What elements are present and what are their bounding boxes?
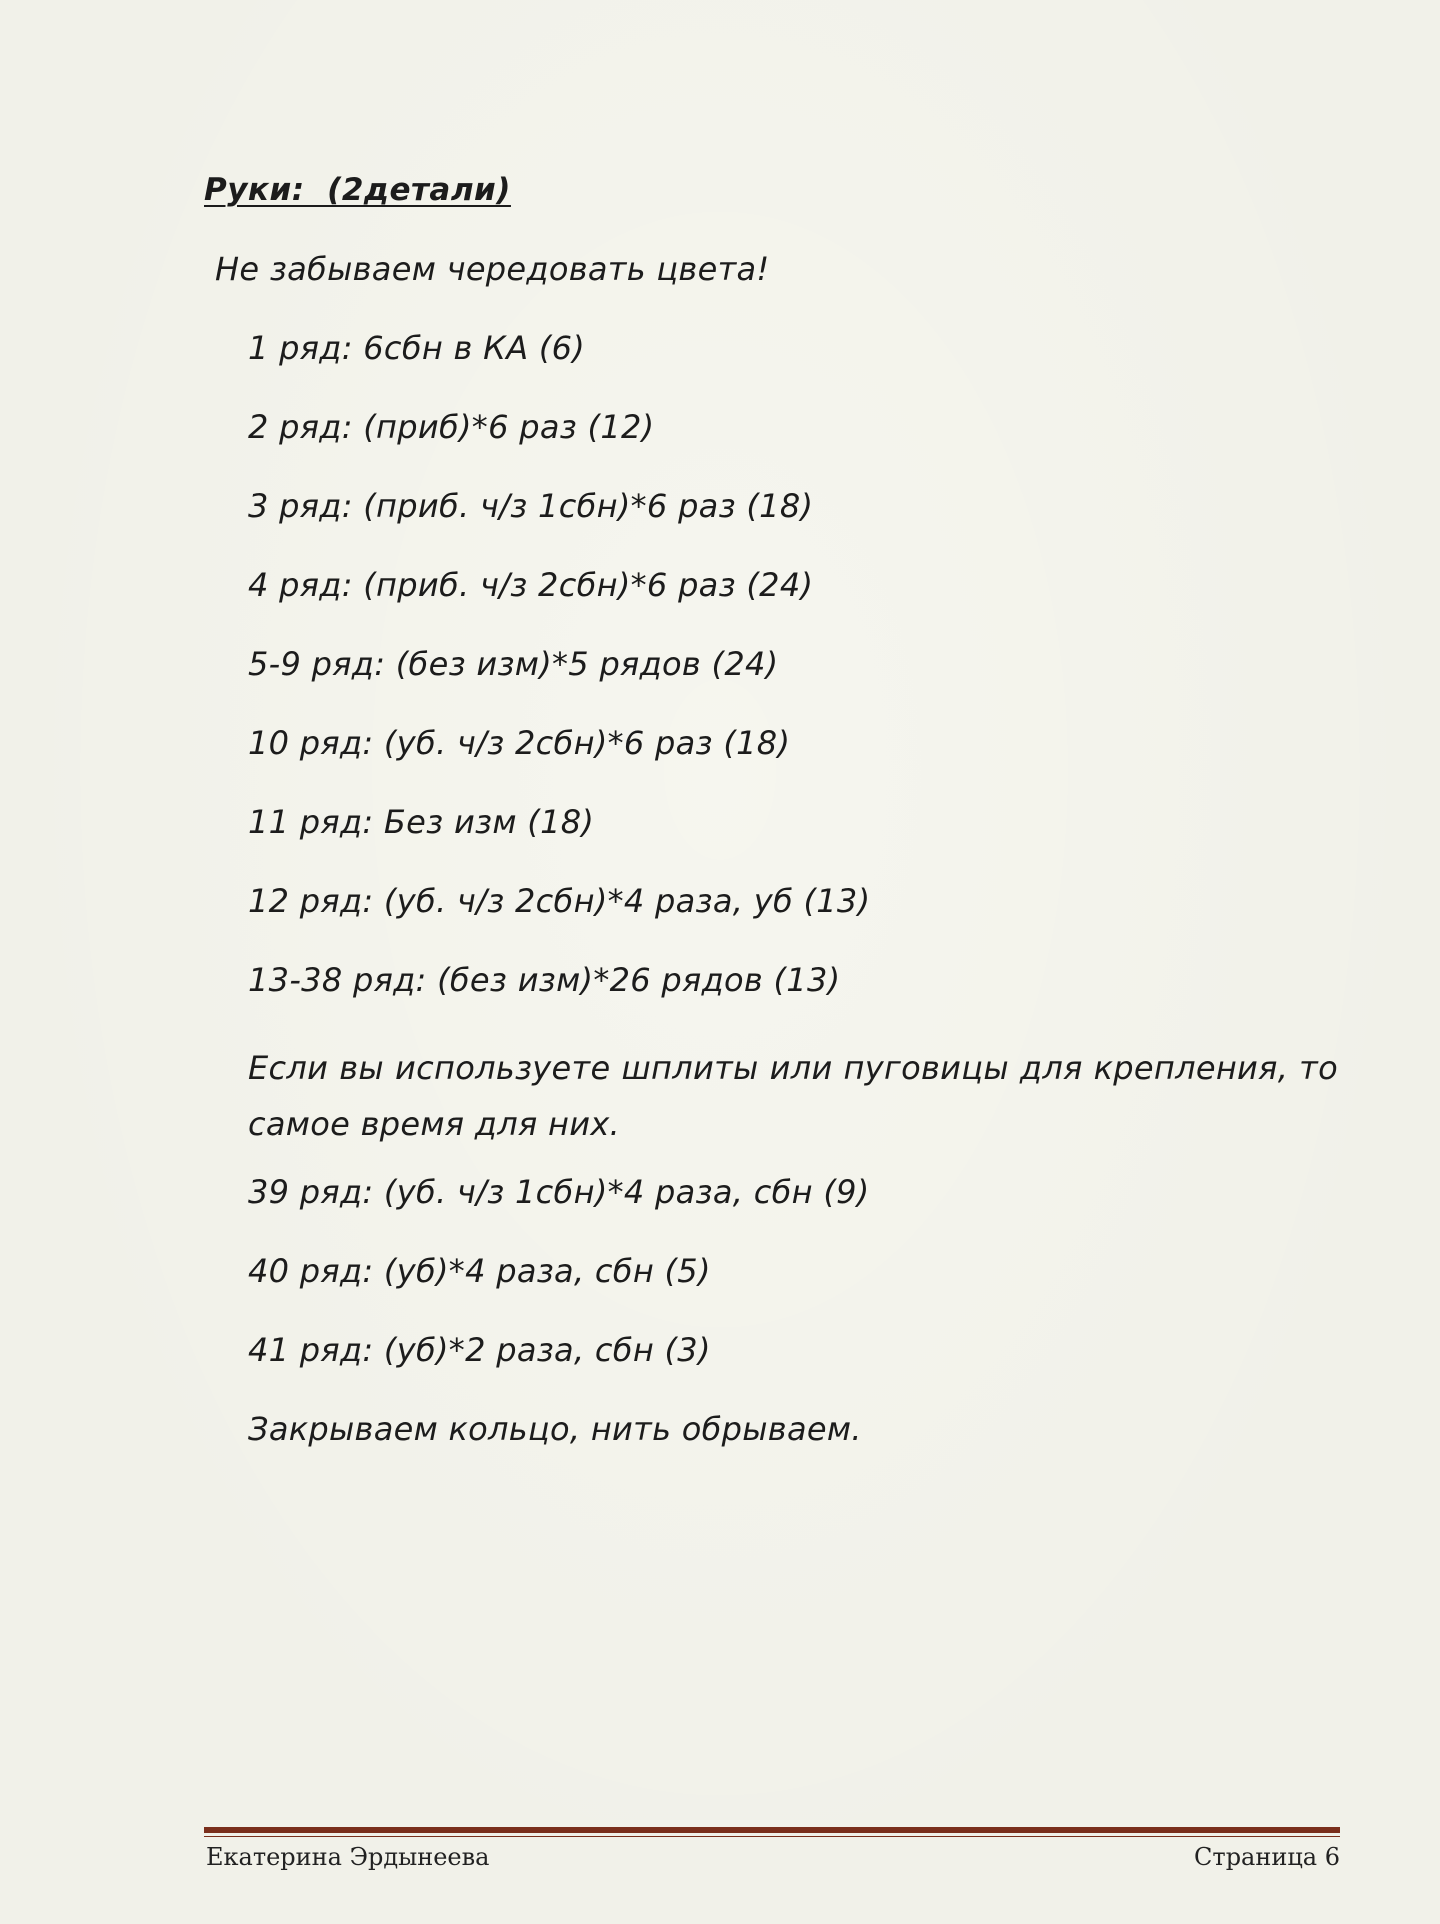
row-instruction: 1 ряд: 6сбн в КА (6): [248, 329, 586, 367]
row-instruction: 11 ряд: Без изм (18): [248, 803, 595, 841]
footer-divider: [204, 1827, 1340, 1833]
row-instruction: 41 ряд: (уб)*2 раза, сбн (3): [248, 1331, 711, 1369]
row-instruction: 10 ряд: (уб. ч/з 2сбн)*6 раз (18): [248, 724, 791, 762]
row-instruction: 40 ряд: (уб)*4 раза, сбн (5): [248, 1252, 711, 1290]
row-instruction: 12 ряд: (уб. ч/з 2сбн)*4 раза, уб (13): [248, 882, 871, 920]
footer-author: Екатерина Эрдынеева: [206, 1843, 490, 1871]
row-instruction: 4 ряд: (приб. ч/з 2сбн)*6 раз (24): [248, 566, 814, 604]
row-instruction: 3 ряд: (приб. ч/з 1сбн)*6 раз (18): [248, 487, 814, 525]
row-instruction: 13-38 ряд: (без изм)*26 рядов (13): [248, 961, 841, 999]
final-rows-list: [248, 1172, 1338, 1409]
footer-divider-thin: [204, 1836, 1340, 1837]
row-instruction: 5-9 ряд: (без изм)*5 рядов (24): [248, 645, 779, 683]
row-instruction: 2 ряд: (приб)*6 раз (12): [248, 408, 655, 446]
row-instructions-list: [248, 328, 1338, 1039]
attachment-note: Если вы используете шплиты или пуговицы для крепления, то самое время для них.: [248, 1049, 1338, 1143]
closing-text: Закрываем кольцо, нить обрываем.: [248, 1410, 862, 1448]
intro-text: Не забываем чередовать цвета!: [215, 250, 770, 288]
section-heading: Руки: (2детали): [204, 172, 511, 208]
row-instruction: 39 ряд: (уб. ч/з 1сбн)*4 раза, сбн (9): [248, 1173, 870, 1211]
footer-page-number: Страница 6: [1194, 1843, 1340, 1871]
